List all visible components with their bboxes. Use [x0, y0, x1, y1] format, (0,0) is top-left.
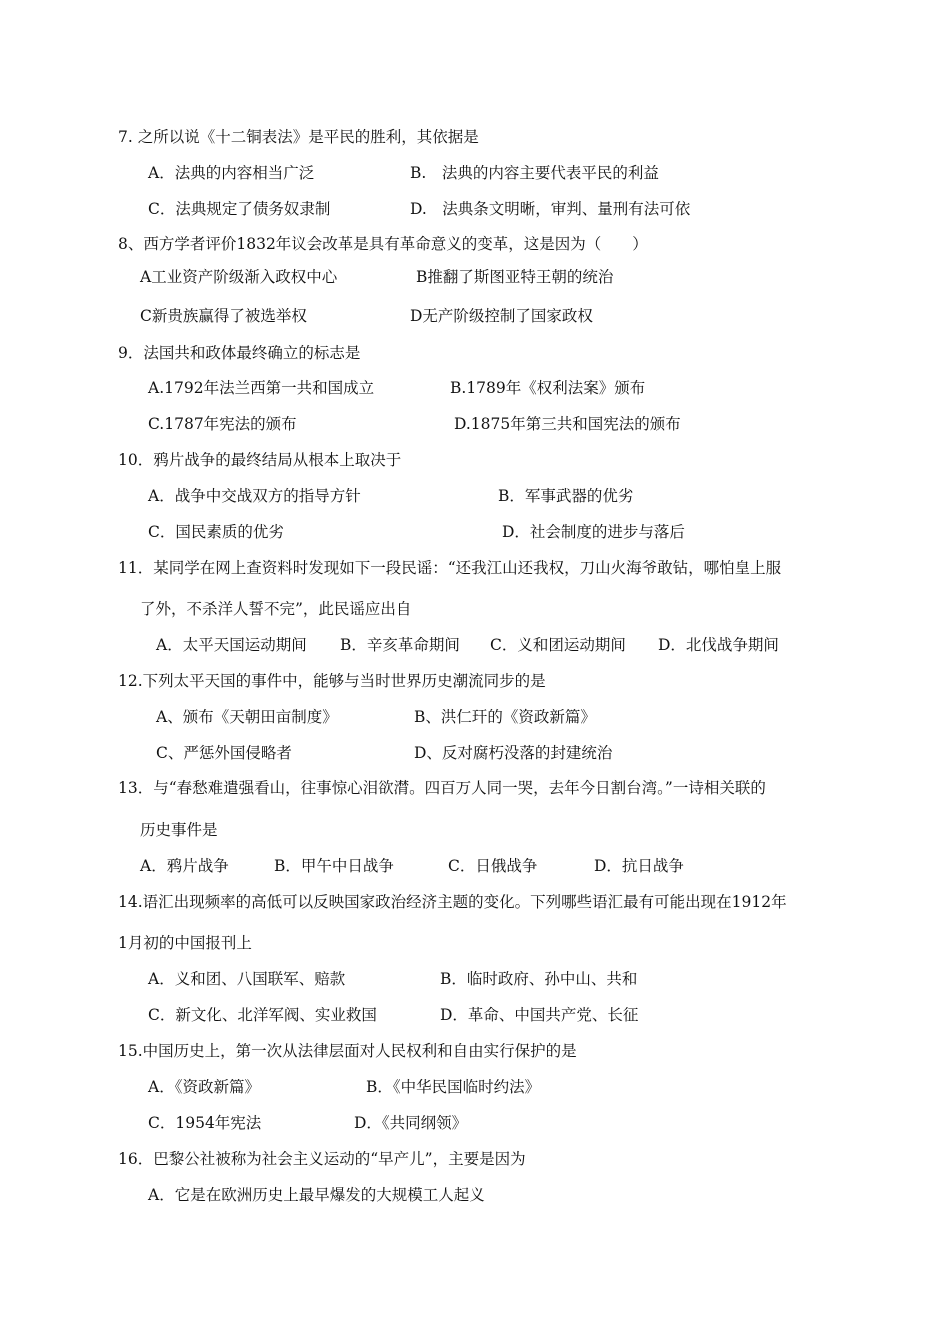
question-14-option-d: D．革命、中国共产党、长征 — [440, 1006, 639, 1024]
question-13-option-d: D．抗日战争 — [594, 857, 684, 875]
question-7-option-d: D. 法典条文明晰，审判、量刑有法可依 — [410, 200, 691, 218]
question-12-option-d: D、反对腐朽没落的封建统治 — [414, 744, 613, 762]
question-16-stem: 16．巴黎公社被称为社会主义运动的“早产儿”，主要是因为 — [118, 1150, 526, 1168]
question-13-option-b: B．甲午中日战争 — [274, 857, 394, 875]
question-14-stem: 14.语汇出现频率的高低可以反映国家政治经济主题的变化。下列哪些语汇最有可能出现在1912年 — [118, 893, 787, 911]
question-9-option-b: B.1789年《权利法案》颁布 — [450, 379, 646, 397]
question-10-option-b: B．军事武器的优劣 — [498, 487, 634, 505]
question-16-option-a: A．它是在欧洲历史上最早爆发的大规模工人起义 — [148, 1186, 485, 1204]
question-8-option-c: C新贵族赢得了被选举权 — [140, 307, 307, 325]
question-10-option-c: C．国民素质的优劣 — [148, 523, 284, 541]
question-14-option-c: C．新文化、北洋军阀、实业救国 — [148, 1006, 377, 1024]
question-15-option-c: C．1954年宪法 — [148, 1114, 262, 1132]
question-9-stem: 9．法国共和政体最终确立的标志是 — [118, 344, 361, 362]
question-12-option-a: A、颁布《天朝田亩制度》 — [156, 708, 338, 726]
question-13-option-c: C．日俄战争 — [448, 857, 538, 875]
question-10-option-a: A．战争中交战双方的指导方针 — [148, 487, 361, 505]
question-14-stem-continued: 1月初的中国报刊上 — [118, 934, 252, 952]
question-7-option-c: C．法典规定了债务奴隶制 — [148, 200, 331, 218]
question-10-option-d: D．社会制度的进步与落后 — [502, 523, 685, 541]
question-15-option-b: B．《中华民国临时约法》 — [366, 1078, 541, 1096]
question-11-option-c: C．义和团运动期间 — [490, 636, 626, 654]
question-12-option-c: C、严惩外国侵略者 — [156, 744, 292, 762]
question-11-option-a: A．太平天国运动期间 — [156, 636, 307, 654]
question-11-stem-continued: 了外，不杀洋人誓不完”，此民谣应出自 — [140, 600, 412, 618]
question-13-option-a: A．鸦片战争 — [140, 857, 229, 875]
question-9-option-c: C.1787年宪法的颁布 — [148, 415, 297, 433]
question-13-stem: 13．与“春愁难遣强看山，往事惊心泪欲潸。四百万人同一哭，去年今日割台湾。”一诗相关联的 — [118, 779, 766, 797]
question-7-option-b: B. 法典的内容主要代表平民的利益 — [410, 164, 659, 182]
question-9-option-d: D.1875年第三共和国宪法的颁布 — [454, 415, 681, 433]
question-14-option-a: A．义和团、八国联军、赔款 — [148, 970, 346, 988]
question-11-option-b: B．辛亥革命期间 — [340, 636, 460, 654]
question-12-stem: 12.下列太平天国的事件中，能够与当时世界历史潮流同步的是 — [118, 672, 546, 690]
question-9-option-a: A.1792年法兰西第一共和国成立 — [148, 379, 375, 397]
question-8-option-a: A工业资产阶级渐入政权中心 — [140, 268, 338, 286]
question-15-option-a: A．《资政新篇》 — [148, 1078, 260, 1096]
question-12-option-b: B、洪仁玕的《资政新篇》 — [414, 708, 596, 726]
question-8-option-d: D无产阶级控制了国家政权 — [410, 307, 593, 325]
question-13-stem-continued: 历史事件是 — [140, 821, 218, 839]
question-7-stem: 7. 之所以说《十二铜表法》是平民的胜利，其依据是 — [118, 128, 479, 146]
question-11-stem: 11．某同学在网上查资料时发现如下一段民谣：“还我江山还我权，刀山火海爷敢钻，哪怕皇上服 — [118, 559, 782, 577]
question-14-option-b: B．临时政府、孙中山、共和 — [440, 970, 638, 988]
question-10-stem: 10．鸦片战争的最终结局从根本上取决于 — [118, 451, 402, 469]
question-7-option-a: A．法典的内容相当广泛 — [148, 164, 315, 182]
question-11-option-d: D．北伐战争期间 — [658, 636, 779, 654]
question-15-option-d: D．《共同纲领》 — [354, 1114, 468, 1132]
question-8-option-b: B推翻了斯图亚特王朝的统治 — [416, 268, 614, 286]
question-15-stem: 15.中国历史上，第一次从法律层面对人民权利和自由实行保护的是 — [118, 1042, 577, 1060]
question-8-stem: 8、西方学者评价1832年议会改革是具有革命意义的变革，这是因为（ ） — [118, 235, 648, 253]
